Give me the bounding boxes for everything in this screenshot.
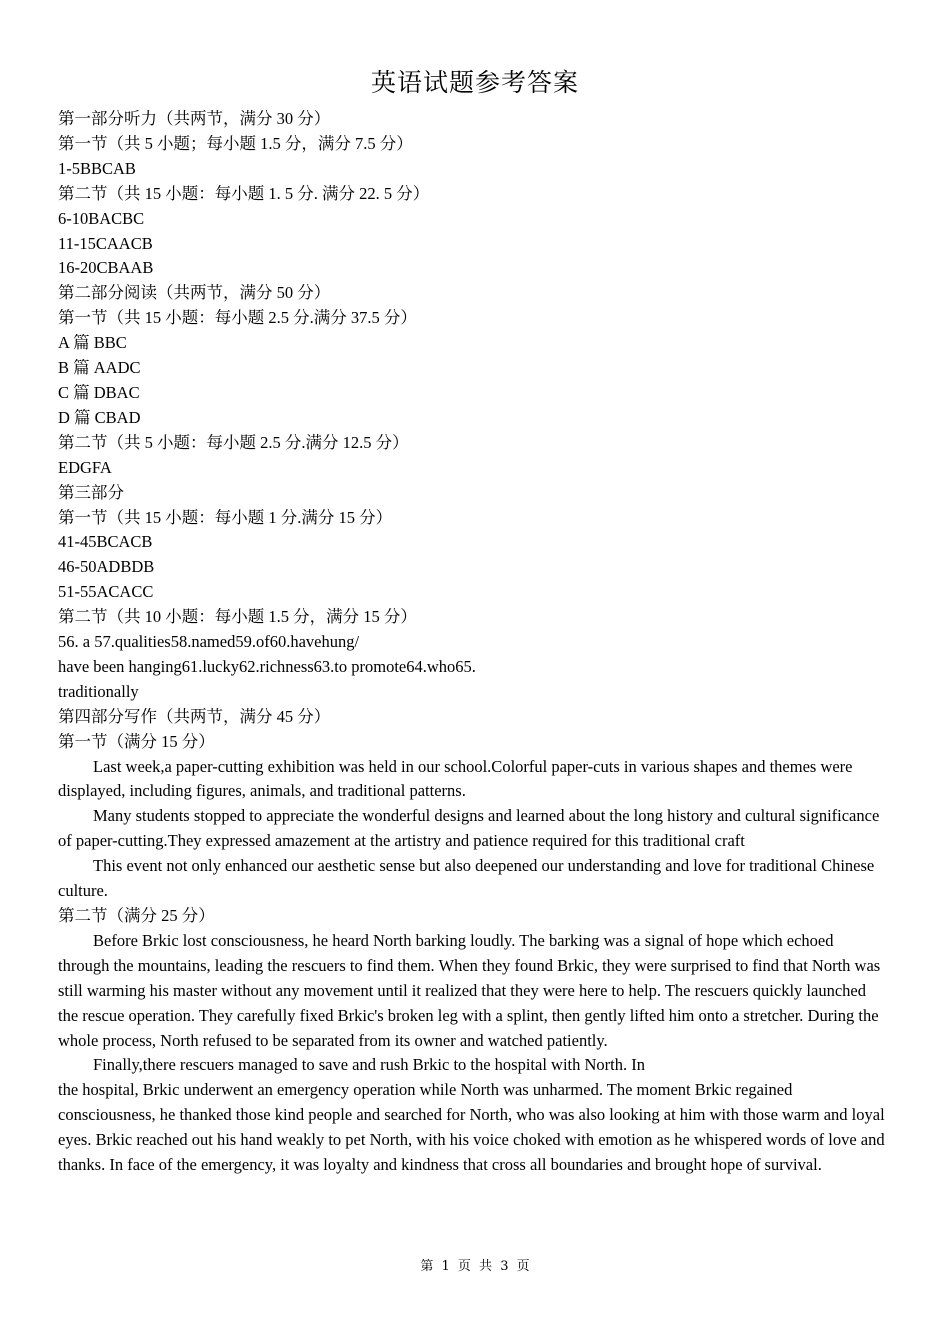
part4-heading: 第四部分写作（共两节，满分 45 分） [58,706,331,726]
document-title: 英语试题参考答案 [370,68,579,97]
answer-line: B 篇 AADC [58,358,141,378]
part3-heading: 第三部分 [58,482,124,502]
answer-line: 46-50ADBDB [58,557,155,577]
part2-section1-heading: 第一节（共 15 小题：每小题 2.5 分.满分 37.5 分） [58,308,417,328]
answer-body [58,107,888,1178]
answer-line: 6-10BACBC [58,208,145,228]
part1-section1-heading: 第一节（共 5 小题；每小题 1.5 分，满分 7.5 分） [58,133,413,153]
part1-section2-heading: 第二节（共 15 小题：每小题 1. 5 分. 满分 22. 5 分） [58,183,430,203]
answer-line: 41-45BCACB [58,532,153,552]
essay2-paragraph-first-line: Finally,there rescuers managed to save and rush Brkic to the hospital with North. In [93,1055,646,1075]
answer-line: 1-5BBCAB [58,158,136,178]
answer-line: 51-55ACACC [58,582,154,602]
essay1-paragraph: This event not only enhanced our aesthetic sense but also deepened our understanding and love for traditional Chinese culture. [58,856,875,901]
part2-section2-heading: 第二节（共 5 小题：每小题 2.5 分.满分 12.5 分） [58,432,409,452]
part1-heading: 第一部分听力（共两节，满分 30 分） [58,109,331,128]
answer-line: EDGFA [58,457,112,477]
part3-section2-heading: 第二节（共 10 小题：每小题 1.5 分，满分 15 分） [58,607,417,627]
part3-section1-heading: 第一节（共 15 小题：每小题 1 分.满分 15 分） [58,507,393,527]
answer-line: 16-20CBAAB [58,258,154,278]
answer-line: 11-15CAACB [58,233,153,253]
page-footer: 第 1 页 共 3 页 [420,1259,530,1274]
answer-line: A 篇 BBC [58,333,127,353]
essay1-paragraph: Many students stopped to appreciate the wonderful designs and learned about the long history and cultural significance of paper-cutting.They expressed amazement at the artistry and patience required for this traditional craft [58,806,880,851]
essay1-paragraph: Last week,a paper-cutting exhibition was held in our school.Colorful paper-cuts in various shapes and themes were displayed, including figures, animals, and traditional patterns. [58,756,853,801]
answer-line: 56. a 57.qualities58.named59.of60.havehung/ [58,632,360,652]
essay2-paragraph: Before Brkic lost consciousness, he heard North barking loudly. The barking was a signal of hope which echoed through the mountains, leading the rescuers to find them. When they found Brkic, they were surprised to find that North was still warming his master without any movement until it realized that they were here to help. The rescuers quickly launched the rescue operation. They carefully fixed Brkic's broken leg with a splint, then gently lifted him onto a stretcher. During the whole process, North refused to be separated from its owner and watched patiently. [58,930,881,1050]
answer-line: have been hanging61.lucky62.richness63.to promote64.who65. [58,656,476,676]
answer-line: D 篇 CBAD [58,407,141,427]
part4-section1-heading: 第一节（满分 15 分） [58,731,215,751]
part4-section2-heading: 第二节（满分 25 分） [58,906,215,925]
essay2-paragraph: the hospital, Brkic underwent an emergency operation while North was unharmed. The moment Brkic regained consciousness, he thanked those kind people and searched for North, who was also looking at him with those warm and loyal eyes. Brkic reached out his hand weakly to pet North, with his voice choked with emotion as he whispered words of love and thanks. In face of the emergency, it was loyalty and kindness that cross all boundaries and brought hope of survival. [58,1080,885,1175]
answer-line: traditionally [58,681,139,701]
answer-line: C 篇 DBAC [58,382,140,402]
part2-heading: 第二部分阅读（共两节，满分 50 分） [58,283,331,303]
